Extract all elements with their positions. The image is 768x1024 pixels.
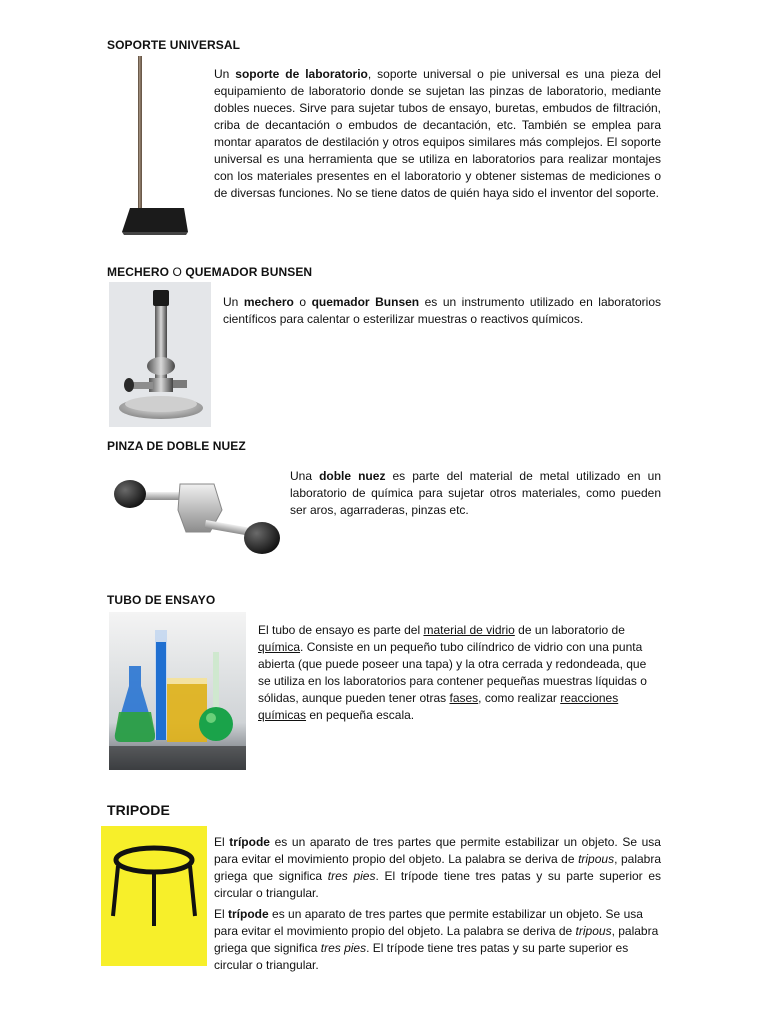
mechero-bunsen-image [109, 282, 211, 427]
heading-mechero-part2: O [169, 265, 186, 279]
paragraph-mechero-bunsen [223, 294, 661, 328]
bold-text: doble nuez [319, 469, 386, 483]
bold-text: mechero [243, 295, 294, 309]
bold-text: soporte de laboratorio [235, 67, 368, 81]
text-run: es un aparato de tres partes que permite estabilizar un objeto. Se usa para evitar el movimiento propio del objeto. La palabra se deriva de [214, 835, 661, 866]
heading-pinza-doble-nuez: PINZA DE DOBLE NUEZ [107, 439, 246, 453]
text-run: es un instrumento utilizado en laboratorios científicos para calentar o esterilizar muestras o reactivos químicos. [223, 295, 661, 326]
text-run: El tubo de ensayo es parte del [258, 623, 424, 637]
text-run: de un laboratorio de [514, 623, 625, 637]
tripode-image [101, 826, 207, 966]
text-run: en pequeña escala. [306, 708, 415, 722]
italic-text: tres pies [327, 869, 376, 883]
text-run: . El trípode tiene tres patas y su parte superior es circular o triangular. [214, 869, 662, 900]
heading-mechero-part3: QUEMADOR BUNSEN [185, 265, 313, 279]
paragraph-tripode-1 [214, 834, 661, 902]
pinza-doble-nuez-image [110, 470, 280, 566]
bold-text: quemador Bunsen [311, 295, 420, 309]
text-run: Una [290, 469, 320, 483]
heading-soporte-universal: SOPORTE UNIVERSAL [107, 38, 241, 52]
heading-tubo-de-ensayo: TUBO DE ENSAYO [107, 593, 216, 607]
text-run: . El trípode tiene tres patas y su parte superior es circular o triangular. [214, 941, 629, 972]
paragraph-tripode-2 [214, 906, 661, 974]
link-text[interactable]: material de vidrio [423, 623, 515, 637]
link-text[interactable]: fases [449, 691, 479, 705]
text-run: . Consiste en un pequeño tubo cilíndrico de vidrio con una punta abierta (que puede poseer una tapa) y la otra cerrada y redondeada, que se utiliza en los laboratorios para contener pequeñas muestras líquidas o sólidas, aunque pueden tener otras [258, 640, 647, 705]
text-run: , palabra griega que significa [214, 852, 662, 883]
soporte-universal-image [120, 56, 192, 236]
text-run: El [214, 907, 229, 921]
text-run: Un [214, 67, 236, 81]
heading-mechero-bunsen [107, 265, 312, 279]
text-run: , soporte universal o pie universal es una pieza del equipamiento de laboratorio donde se sujetan las pinzas de laboratorio, mediante dobles nueces. Sirve para sujetar tubos de ensayo, buretas, embudos de filtración, criba de decantación o embudos de decantación, etc. También se emplea para montar aparatos de destilación y otros equipos similares más complejos. El soporte universal es una herramienta que se utiliza en laboratorios para realizar montajes con los materiales presentes en el laboratorio y obtener sistemas de mediciones o de diversas funciones. No se tiene datos de quién haya sido el inventor del soporte. [214, 67, 661, 200]
text-run: Un [223, 295, 244, 309]
text-run: , palabra griega que significa [214, 924, 659, 955]
heading-tripode: TRIPODE [107, 802, 170, 818]
link-text[interactable]: química [258, 640, 301, 654]
italic-text: tripous [578, 852, 615, 866]
tubo-de-ensayo-image [109, 612, 246, 770]
text-run: El [214, 835, 230, 849]
text-run: o [293, 295, 312, 309]
bold-text: trípode [229, 835, 270, 849]
paragraph-pinza-doble-nuez [290, 468, 661, 519]
text-run: es un aparato de tres partes que permite estabilizar un objeto. Se usa para evitar el movimiento propio del objeto. La palabra se deriva de [214, 907, 643, 938]
italic-text: tres pies [320, 941, 367, 955]
text-run: , como realizar [478, 691, 561, 705]
heading-mechero-part1: MECHERO [107, 265, 170, 279]
paragraph-tubo-de-ensayo [258, 622, 662, 724]
italic-text: tripous [575, 924, 612, 938]
bold-text: trípode [228, 907, 269, 921]
paragraph-soporte-universal [214, 66, 661, 202]
text-run: es parte del material de metal utilizado en un laboratorio de química para sujetar otros materiales, como pueden ser aros, agarraderas, pinzas etc. [290, 469, 661, 517]
link-text[interactable]: reacciones químicas [258, 691, 619, 722]
